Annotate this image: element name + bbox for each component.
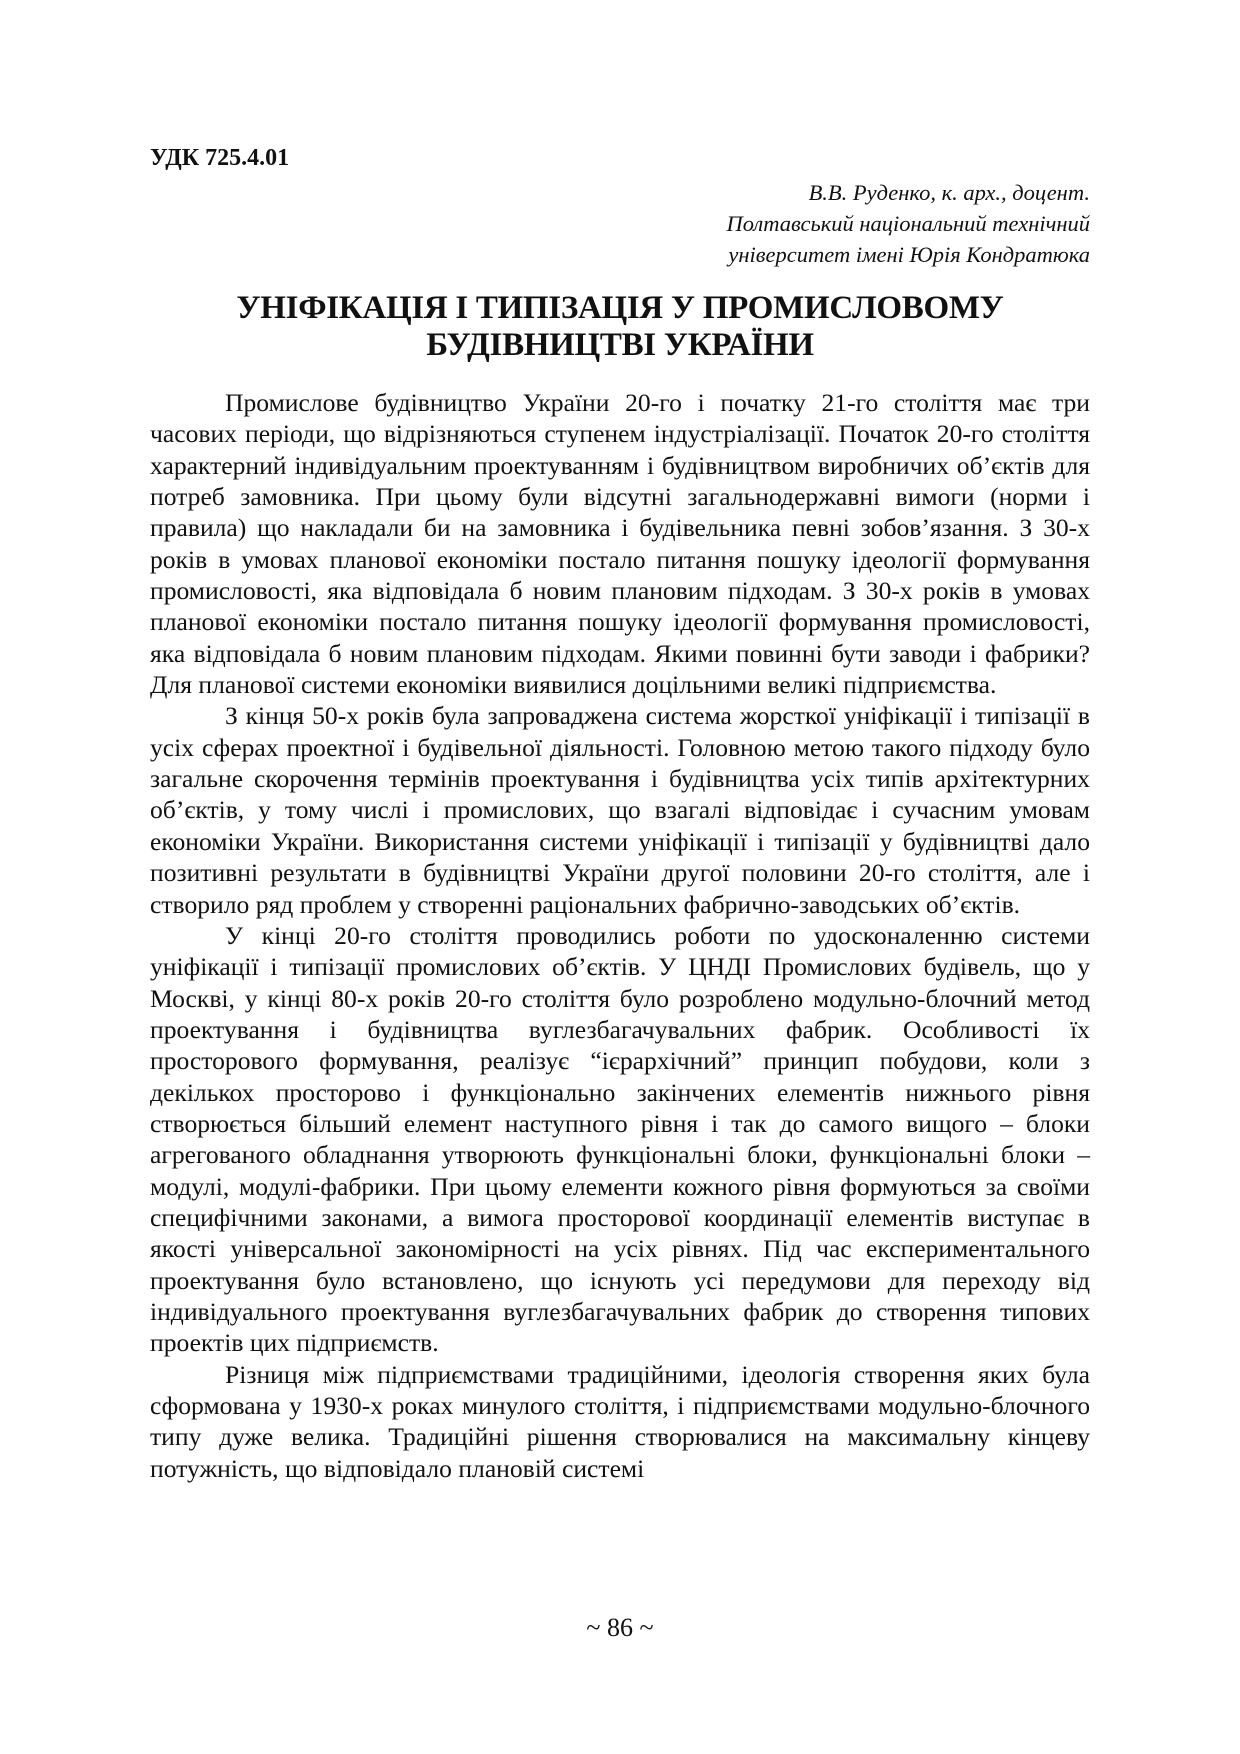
paragraph-4: Різниця між підприємствами традиційними, ідеологія створення яких була сформована у 1930-х роках минулого століття, і підприємствами модульно-блочного типу дуже велика. Традиційні рішення створювалися на максимальну кінцеву потужність, що відповідало плановій системі — [150, 1359, 1090, 1483]
article-title-line-2: БУДІВНИЦТВІ УКРАЇНИ — [426, 327, 814, 363]
article-title — [150, 290, 1090, 364]
article-title-line-1: УНІФІКАЦІЯ І ТИПІЗАЦІЯ У ПРОМИСЛОВОМУ — [236, 290, 1004, 326]
paragraph-3: У кінці 20-го століття проводились роботи по удосконаленню системи уніфікації і типізації промислових об’єктів. У ЦНДІ Промислових будівель, що у Москві, у кінці 80-х років 20-го століття було розроблено модульно-блочний метод проектування і будівництва вуглезбагачувальних фабрик. Особливості їх просторового формування, реалізує “ієрархічний” принцип побудови, коли з декількох просторово і функціонально закінчених елементів нижнього рівня створюється більший елемент наступного рівня і так до самого вищого – блоки агрегованого обладнання утворюють функціональні блоки, функціональні блоки – модулі, модулі-фабрики. При цьому елементи кожного рівня формуються за своїми специфічними законами, а вимога просторової координації елементів виступає в якості універсальної закономірності на усіх рівнях. Під час експериментального проектування було встановлено, що існують усі передумови для переходу від індивідуального проектування вуглезбагачувальних фабрик до створення типових проектів цих підприємств. — [150, 920, 1090, 1358]
author-name: В.В. Руденко, к. арх., доцент. — [808, 180, 1090, 205]
article-body — [150, 387, 1090, 1484]
paragraph-1: Промислове будівництво України 20-го і початку 21-го століття має три часових періоди, що відрізняються ступенем індустріалізації. Початок 20-го століття характерний індивідуальним проектуванням і будівництвом виробничих об’єктів для потреб замовника. При цьому були відсутні загальнодержавні вимоги (норми і правила) що накладали би на замовника і будівельника певні зобов’язання. З 30-х років в умовах планової економіки постало питання пошуку ідеології формування промисловості, яка відповідала б новим плановим підходам. З 30-х років в умовах планової економіки постало питання пошуку ідеології формування промисловості, яка відповідала б новим плановим підходам. Якими повинні бути заводи і фабрики? Для планової системи економіки виявилися доцільними великі підприємства. — [150, 388, 1090, 700]
udc-code: УДК 725.4.01 — [150, 145, 290, 171]
author-affiliation-line-2: університет імені Юрія Кондратюка — [728, 242, 1090, 267]
page-number: ~ 86 ~ — [586, 1613, 654, 1642]
author-affiliation-line-1: Полтавський національний технічний — [726, 211, 1090, 236]
author-block — [726, 177, 1090, 270]
document-page — [150, 0, 1090, 1754]
paragraph-2: З кінця 50-х років була запроваджена система жорсткої уніфікації і типізації в усіх сферах проектної і будівельної діяльності. Головною метою такого підходу було загальне скорочення термінів проектування і будівництва усіх типів архітектурних об’єктів, у тому числі і промислових, що взагалі відповідає і сучасним умовам економіки України. Використання системи уніфікації і типізації у будівництві дало позитивні результати в будівництві України другої половини 20-го століття, але і створило ряд проблем у створенні раціональних фабрично-заводських об’єктів. — [150, 701, 1090, 919]
